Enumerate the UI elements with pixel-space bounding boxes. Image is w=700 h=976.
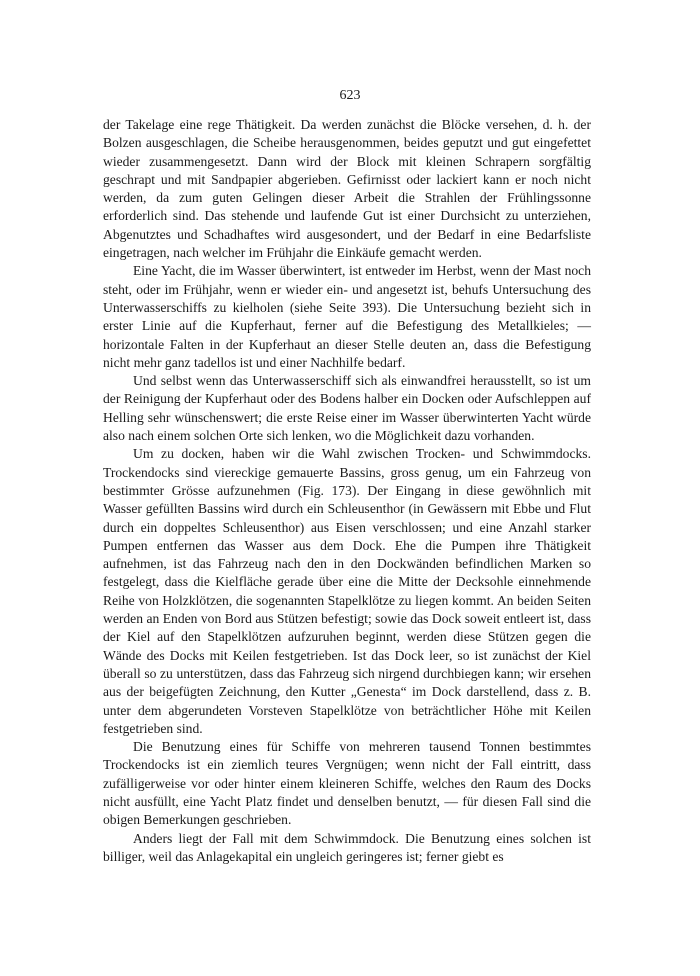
paragraph-5: Die Benutzung eines für Schiffe von mehreren tausend Tonnen bestimmtes Trockendocks ist ein ziemlich teures Vergnügen; wenn nicht der Fall eintritt, dass zufälligerweise vor oder hinter einem kleineren Schiffe, welches den Raum des Docks nicht ausfüllt, eine Yacht Platz findet und denselben benutzt, — für diesen Fall sind die obigen Bemerkungen geschrieben. [103,739,591,828]
paragraph-6: Anders liegt der Fall mit dem Schwimmdock. Die Benutzung eines solchen ist billiger, weil das Anlagekapital ein ungleich geringeres ist; ferner giebt es [103,830,591,864]
body-text [103,116,591,866]
paragraph-2: Eine Yacht, die im Wasser überwintert, ist entweder im Herbst, wenn der Mast noch steht, oder im Frühjahr, wenn er wieder ein- und angesetzt ist, behufs Untersuchung des Unterwasserschiffs zu kielholen (siehe Seite 393). Die Untersuchung bezieht sich in erster Linie auf die Kupferhaut, ferner auf die Befestigung des Metallkieles; — horizontale Falten in der Kupferhaut an dieser Stelle deuten an, dass die Befestigung nicht mehr ganz tadellos ist und einer Nachhilfe bedarf. [103,263,591,370]
paragraph-1: der Takelage eine rege Thätigkeit. Da werden zunächst die Blöcke versehen, d. h. der Bolzen ausgeschlagen, die Scheibe herausgenommen, beides geputzt und gut eingefettet wieder zusammengesetzt. Dann wird der Block mit kleinen Schrapern sorgfältig geschrapt und mit Sandpapier abgerieben. Gefirnisst oder lackiert kann er noch nicht werden, da zum guten Gelingen dieser Arbeit die Strahlen der Frühlingssonne erforderlich sind. Das stehende und laufende Gut ist einer Durchsicht zu unterziehen, Abgenutztes und Schadhaftes wird ausgesondert, und der Bedarf in eine Bedarfsliste eingetragen, nach welcher im Frühjahr die Einkäufe gemacht werden. [103,117,591,261]
paragraph-4: Um zu docken, haben wir die Wahl zwischen Trocken- und Schwimmdocks. Trockendocks sind viereckige gemauerte Bassins, gross genug, um ein Fahrzeug von bestimmter Grösse aufzunehmen (Fig. 173). Der Eingang in diese gewöhnlich mit Wasser gefüllten Bassins wird durch ein Schleusenthor (in Gewässern mit Ebbe und Flut durch ein doppeltes Schleusenthor) aus Eisen verschlossen; und eine Anzahl starker Pumpen entfernen das Wasser aus dem Dock. Ehe die Pumpen ihre Thätigkeit aufnehmen, ist das Fahrzeug nach den in den Dockwänden befindlichen Marken so festgelegt, dass die Kielfläche gerade über eine die Mitte der Decksohle einnehmende Reihe von Holzklötzen, die sogenannten Stapelklötze zu liegen kommt. An beiden Seiten werden an Enden von Bord aus Stützen befestigt; sowie das Dock soweit entleert ist, dass der Kiel auf den Stapelklötzen aufzuruhen beginnt, werden diese Stützen gegen die Wände des Docks mit Keilen festgetrieben. Ist das Dock leer, so ist zunächst der Kiel überall so zu unterstützen, dass das Fahrzeug sich nirgend durchbiegen kann; wir ersehen aus der beigefügten Zeichnung, den Kutter „Genesta“ im Dock darstellend, dass z. B. unter dem abgerundeten Vorsteven Stapelklötze von beträchtlicher Höhe mit Keilen festgetrieben sind. [103,446,591,736]
paragraph-3: Und selbst wenn das Unterwasserschiff sich als einwandfrei herausstellt, so ist um der Reinigung der Kupferhaut oder des Bodens halber ein Docken oder Aufschleppen auf Helling sehr wünschenswert; die erste Reise einer im Wasser überwinterten Yacht würde also nach einem solchen Orte sich lenken, wo die Möglichkeit dazu vorhanden. [103,373,591,444]
page-number: 623 [339,88,361,103]
